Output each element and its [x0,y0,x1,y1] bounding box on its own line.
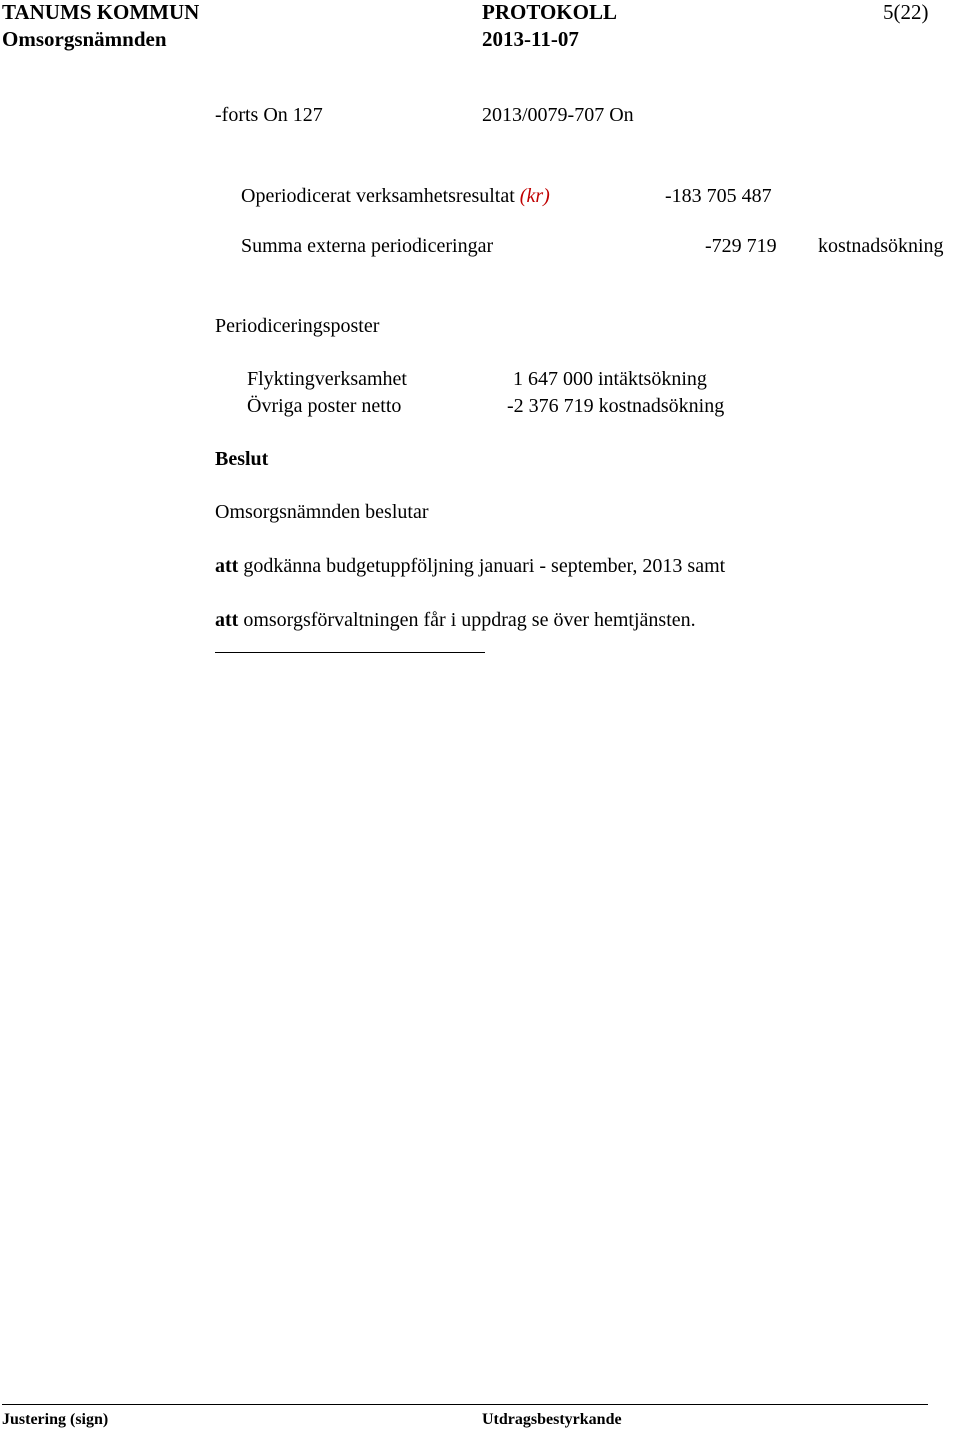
decision-point-prefix: att [215,609,239,631]
periodization-item-label: Flyktingverksamhet [247,368,407,390]
periodization-item-value: 1 647 000 intäktsökning [513,368,707,390]
decision-point-prefix: att [215,555,239,577]
document-type: PROTOKOLL [482,0,617,24]
external-periodization-value: -729 719 [705,235,777,257]
operating-result-label [241,186,550,206]
operating-result-label-text: Operiodicerat verksamhetsresultat [241,185,515,207]
operating-result-unit: (kr) [519,185,550,207]
footer-signature-label: Justering (sign) [2,1411,109,1428]
meeting-date: 2013-11-07 [482,27,579,51]
committee-name: Omsorgsnämnden [2,27,167,51]
page-number: 5(22) [883,0,929,24]
periodization-title: Periodiceringsposter [215,315,380,337]
case-reference: -forts On 127 [215,104,323,126]
external-periodization-note: kostnadsökning [818,235,944,257]
periodization-item-value: -2 376 719 kostnadsökning [507,395,725,417]
decision-point [215,556,725,576]
decision-heading: Beslut [215,448,269,470]
org-name: TANUMS KOMMUN [2,0,200,24]
end-rule [215,652,485,653]
footer-rule [2,1404,928,1405]
footer-certification-label: Utdragsbestyrkande [482,1411,622,1428]
decision-point-text: omsorgsförvaltningen får i uppdrag se över hemtjänsten. [238,609,696,631]
decision-point-text: godkänna budgetuppföljning januari - september, 2013 samt [238,555,726,577]
decision-intro: Omsorgsnämnden beslutar [215,501,429,523]
external-periodization-label: Summa externa periodiceringar [241,235,494,257]
periodization-item-label: Övriga poster netto [247,395,402,417]
operating-result-value: -183 705 487 [665,185,772,207]
decision-point [215,610,696,630]
diary-number: 2013/0079-707 On [482,104,634,126]
